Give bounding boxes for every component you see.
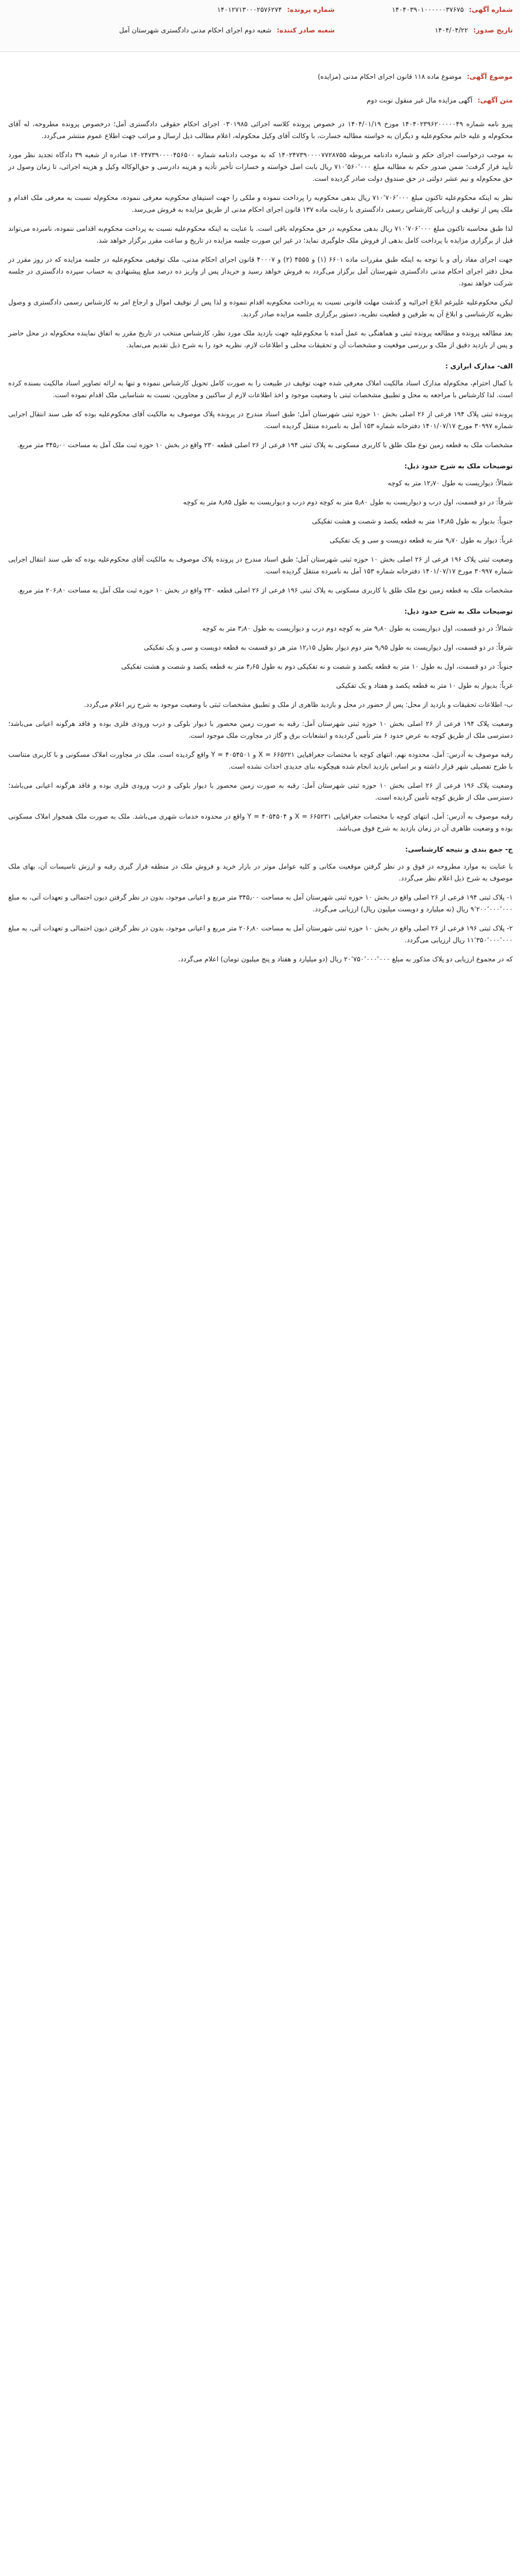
section-heading: توضیحات ملک به شرح حدود ذیل: (404, 608, 513, 616)
body-paragraph: وضعیت پلاک ۱۹۴ فرعی از ۲۶ اصلی بخش ۱۰ حوزه ثبتی شهرستان آمل: رقبه به صورت زمین محصور با دیوار بلوکی و درب ورودی فلزی بوده و فاقد هرگونه اعیانی می‌باشد؛ دسترسی ملک از طریق کوچه به عرض حدود ۶ متر تأمین گردیده و انشعابات برق و گاز در مجاورت ملک موجود است. (8, 720, 513, 740)
body-paragraph: مشخصات ملک به قطعه زمین نوع ملک طلق با کاربری مسکونی به پلاک ثبتی ۱۹۶ فرعی از ۲۶ اصلی قطعه ۲۳۰ واقع در بخش ۱۰ حوزه ثبت ملک آمل به مساحت ۲۰۶٫۸۰ متر مربع. (17, 587, 513, 595)
notice-text-label: متن آگهی: (477, 97, 513, 105)
issue-date-label: تاریخ صدور: (473, 27, 513, 35)
boundary-line: شرقاً: در دو قسمت، اول دیواریست به طول ۹٫۹۵ متر دوم دیوار بطول ۱۲٫۱۵ متر هر دو قسمت به قطعه دویست و سی و یک تفکیکی (144, 644, 513, 652)
boundary-line: شرقاً: در دو قسمت، اول درب و دیواریست به طول ۵٫۸۰ متر به کوچه دوم درب و دیواریست به طول ۸٫۸۵ متر به کوچه (183, 499, 513, 506)
body-paragraph: رقبه موصوف به آدرس: آمل، انتهای کوچه با مختصات جغرافیایی ۶۶۵۲۳۱ = X و ۴۰۵۴۵۰۴ = Y واقع در محدوده خدمات شهری می‌باشد. ملک به صورت ملک همجوار املاک مسکونی بوده و وضعیت ظاهری آن در زمان بازدید به شرح فوق می‌باشد. (8, 813, 513, 833)
valuation-line: ۱- پلاک ثبتی ۱۹۴ فرعی از ۲۶ اصلی واقع در بخش ۱۰ حوزه ثبتی شهرستان آمل به مساحت ۳۴۵٫۰۰ متر مربع و اعیانی موجود، بدون در نظر گرفتن دیون احتمالی و تعهدات آتی، به مبلغ ۹٬۲۰۰٬۰۰۰٬۰۰۰ ریال (نه میلیارد و دویست میلیون ریال) ارزیابی می‌گردد. (8, 894, 513, 913)
body-paragraph: وضعیت پلاک ۱۹۶ فرعی از ۲۶ اصلی بخش ۱۰ حوزه ثبتی شهرستان آمل: رقبه به صورت زمین محصور با دیوار بلوکی و درب ورودی فلزی بوده و فاقد هرگونه اعیانی می‌باشد؛ دسترسی ملک از طریق کوچه تأمین گردیده است. (8, 782, 513, 802)
boundary-line: غرباً: دیوار به طول ۹٫۷۰ متر به قطعه دویست و سی و یک تفکیکی (330, 537, 513, 545)
section-heading: توضیحات ملک به شرح حدود ذیل: (404, 463, 513, 470)
boundary-line: غرباً: بدیوار به طول ۱۰ متر به قطعه یکصد و هفتاد و یک تفکیکی (336, 682, 513, 690)
issue-date-value: ۱۴۰۴/۰۴/۲۲ (435, 27, 468, 35)
topic-label: موضوع آگهی: (466, 73, 513, 81)
body-paragraph: لذا طبق محاسبه تاکنون مبلغ ۷۱۰٬۷۰۶٬۰۰۰ ریال بدهی محکوم‌به در حق محکوم‌له باقی است. با عنایت به اینکه محکوم‌علیه نسبت به پرداخت محکوم‌به اقدامی ننموده، نامبرده می‌تواند قبل از برگزاری مزایده با پرداخت کامل بدهی از فروش ملک جلوگیری نماید؛ در غیر این صورت جلسه مزایده در تاریخ و ساعت مقرر برگزار خواهد شد. (8, 225, 513, 245)
boundary-line: شمالاً: دیواریست به طول ۱۲٫۷۰ متر به کوچه (388, 480, 513, 487)
file-number-row (217, 6, 335, 14)
body-paragraph: وضعیت ثبتی پلاک ۱۹۶ فرعی از ۲۶ اصلی بخش ۱۰ حوزه ثبتی شهرستان آمل؛ طبق اسناد مندرج در پرونده پلاک موصوف به مالکیت آقای محکوم‌علیه بوده که طی سند انتقال اجرایی شماره ۳۰۹۹۷ مورخ ۱۴۰۱/۰۷/۱۷ دفترخانه شماره ۱۵۳ آمل به نامبرده منتقل گردیده است. (8, 556, 513, 575)
section-heading: الف- مدارک ابرازی : (445, 363, 513, 370)
notice-header (0, 0, 520, 52)
body-paragraph: به موجب درخواست اجرای حکم و شماره دادنامه مربوطه ۱۴۰۲۴۷۳۹۰۰۰۰۷۷۲۸۷۵۵ که به موجب دادنامه شماره ۱۴۰۲۴۷۳۹۰۰۰۰۴۵۶۵۰۰ صادره از شعبه ۳۹ دادگاه تجدید نظر مورد تأیید قرار گرفت؛ ضمن صدور حکم به مطالبه مبلغ ۷۱۰٬۵۶۰٬۰۰۰ ریال بابت اصل خواسته و خسارات تأخیر تأدیه و هزینه دادرسی و حق‌الوکاله وکیل و هزینه اجرائی، تا زمان وصول در حق محکوم‌له و نیم عشر دولتی در حق صندوق دولت صادر گردیده است. (8, 151, 513, 183)
file-number-label: شماره پرونده: (287, 6, 335, 14)
branch-row (119, 27, 335, 35)
issue-date-row (435, 27, 513, 35)
notice-text-value: آگهی مزایده مال غیر منقول نوبت دوم (367, 97, 473, 105)
valuation-line: ۲- پلاک ثبتی ۱۹۶ فرعی از ۲۶ اصلی واقع در بخش ۱۰ حوزه ثبتی شهرستان آمل به مساحت ۲۰۶٫۸۰ متر مربع و اعیانی موجود، بدون در نظر گرفتن دیون احتمالی و تعهدات آتی، به مبلغ ۱۱٬۳۵۰٬۰۰۰٬۰۰۰ ریال ارزیابی می‌گردد. (8, 925, 513, 944)
body-paragraph: بعد مطالعه پرونده و مطالعه پرونده ثبتی و هماهنگی به عمل آمده با محکوم‌علیه جهت بازدید ملک مورد نظر، کارشناس منتخب در تاریخ مقرر به اتفاق نماینده محکوم‌له در محل حاضر و پس از بازدید دقیق از ملک و بررسی موقعیت و مشخصات آن و تحقیقات محلی و اطلاعات لازم، نظریه خود را به شرح ذیل تقدیم می‌نماید. (8, 330, 513, 349)
body-paragraph: ب- اطلاعات تحقیقات و بازدید از محل: پس از حضور در محل و بازدید ظاهری از ملک و تطبیق مشخصات ثبتی با وضعیت موجود به شرح زیر اعلام می‌گردد. (84, 701, 513, 709)
body-paragraph: جهت اجرای مفاد رأی و با توجه به اینکه طبق مقررات ماده ۶۶۰۱ (۱) و ۴۵۵۵ (۲) و ۴۰۰۰۷ قانون اجرای احکام مدنی، ملک توقیفی محکوم‌علیه در جلسه مزایده که در روز مقرر در محل دفتر اجرای احکام مدنی دادگستری شهرستان آمل برگزار می‌گردد به فروش خواهد رسید و خریدار پس از واریز ده درصد مبلغ پیشنهادی به حساب سپرده دادگستری در جلسه شرکت خواهد نمود. (8, 256, 513, 287)
section-heading: ج- جمع بندی و نتیجه کارشناسی: (405, 846, 513, 854)
body-paragraph: مشخصات ملک به قطعه زمین نوع ملک طلق با کاربری مسکونی به پلاک ثبتی ۱۹۴ فرعی از ۲۶ اصلی قطعه ۲۳۰ واقع در بخش ۱۰ حوزه ثبت ملک آمل به مساحت ۳۴۵٫۰۰ متر مربع. (17, 442, 513, 449)
notice-number-row (392, 6, 513, 14)
topic-value: موضوع ماده ۱۱۸ قانون اجرای احکام مدنی (مزایده) (318, 73, 462, 81)
body-paragraph: لیکن محکوم‌علیه علیرغم ابلاغ اجرائیه و گذشت مهلت قانونی نسبت به پرداخت محکوم‌به اقدام ننموده و لذا پس از توقیف اموال و ارجاع امر به کارشناس رسمی دادگستری و وصول نظریه کارشناسی و ابلاغ آن به طرفین و قطعیت نظریه، دستور برگزاری جلسه مزایده صادر گردید. (8, 299, 513, 318)
body-paragraph: نظر به اینکه محکوم‌علیه تاکنون مبلغ ۷۱۰٬۷۰۶٬۰۰۰ ریال بدهی محکوم‌به را پرداخت ننموده و ملکی را جهت استیفای محکوم‌به معرفی ننموده، محکوم‌له نسبت به معرفی ملک اقدام و ملک پس از توقیف و ارزیابی کارشناس رسمی دادگستری با رعایت ماده ۱۳۷ قانون اجرای احکام مدنی از طریق مزایده به فروش می‌رسد. (8, 194, 513, 214)
body-paragraph: با کمال احترام، محکوم‌له مدارک اسناد مالکیت املاک معرفی شده جهت توقیف در طبیعت را به صورت کامل تحویل کارشناس ننموده و تنها به ارائه تصاویر اسناد مالکیت بسنده کرده است. لذا کارشناس با مراجعه به محل و تطبیق مشخصات ثبتی با وضعیت موجود و اخذ اطلاعات لازم از ساکنین و مجاورین، نسبت به شناسایی ملک اقدام نموده است. (8, 380, 513, 399)
file-number-value: ۱۴۰۱۲۷۱۳۰۰۰۲۵۷۶۲۷۴ (217, 6, 282, 14)
notice-body (8, 118, 513, 973)
notice-topic (8, 73, 513, 81)
body-paragraph: با عنایت به موارد مطروحه در فوق و در نظر گرفتن موقعیت مکانی و کلیه عوامل موثر در بازار خرید و فروش ملک در منطقه قرار گیری رقبه و ارزش تاسیسات آن، بهای ملک موصوف به شرح ذیل اعلام نظر می‌گردد. (8, 863, 513, 883)
boundary-line: جنوباً: در دو قسمت، اول به طول ۱۰ متر به قطعه یکصد و شصت و نه تفکیکی دوم به طول ۴٫۶۵ متر به قطعه یکصد و شصت و هشت تفکیکی (121, 663, 513, 671)
boundary-line: شمالاً: در دو قسمت، اول دیواریست به طول ۹٫۸۰ متر به کوچه دوم درب و دیواریست به طول ۳٫۸۰ متر به کوچه (202, 625, 513, 633)
boundary-line: جنوباً: بدیوار به طول ۱۴٫۸۵ متر به قطعه یکصد و شصت و هشت تفکیکی (312, 518, 513, 526)
notice-number-label: شماره آگهی: (469, 6, 513, 14)
body-paragraph: پیرو نامه شماره ۱۴۰۴۰۲۳۹۶۲۰۰۰۰۰۴۹ مورخ ۱۴۰۴/۰۱/۱۹ در خصوص پرونده کلاسه اجرائی ۰۳۰۱۹۸۵ اجرای احکام حقوقی دادگستری آمل؛ درخصوص پرونده مطروحه، له آقای محکوم‌له و علیه خانم محکوم‌علیه و دیگران به خواسته مطالبه خسارت، با وکالت آقای وکیل محکوم‌له، اعلام مطالب ذیل ارسال و مراتب جهت اطلاع عموم منتشر می‌گردد. (8, 121, 513, 140)
branch-value: شعبه دوم اجرای احکام مدنی دادگستری شهرستان آمل (119, 27, 272, 35)
body-paragraph: رقبه موصوف به آدرس: آمل، محدوده نهم، انتهای کوچه با مختصات جغرافیایی ۶۶۵۲۲۱ = X و ۴۰۵۴۵۰۱ = Y واقع گردیده است. ملک در مجاورت املاک مسکونی و با کاربری متناسب با طرح تفصیلی شهر قرار داشته و بر اساس بازدید انجام شده هیچگونه بنای جدیدی احداث نشده است. (8, 751, 513, 771)
notice-text-heading (8, 97, 513, 105)
valuation-total: که در مجموع ارزیابی دو پلاک مذکور به مبلغ ۲۰٬۷۵۰٬۰۰۰٬۰۰۰ ریال (دو میلیارد و هفتاد و پنج میلیون تومان) اعلام می‌گردد. (178, 956, 513, 963)
notice-number-value: ۱۴۰۴۰۳۹۰۱۰۰۰۰۰۰۳۷۶۷۵ (392, 6, 464, 14)
body-paragraph: پرونده ثبتی پلاک ۱۹۴ فرعی از ۲۶ اصلی بخش ۱۰ حوزه ثبتی شهرستان آمل؛ طبق اسناد مندرج در پرونده پلاک موصوف به مالکیت آقای محکوم‌علیه بوده که طی سند انتقال اجرایی شماره ۳۰۹۹۷ مورخ ۱۴۰۱/۰۷/۱۷ دفترخانه شماره ۱۵۳ آمل به نامبرده منتقل گردیده است. (8, 411, 513, 430)
branch-label: شعبه صادر کننده: (276, 27, 335, 35)
